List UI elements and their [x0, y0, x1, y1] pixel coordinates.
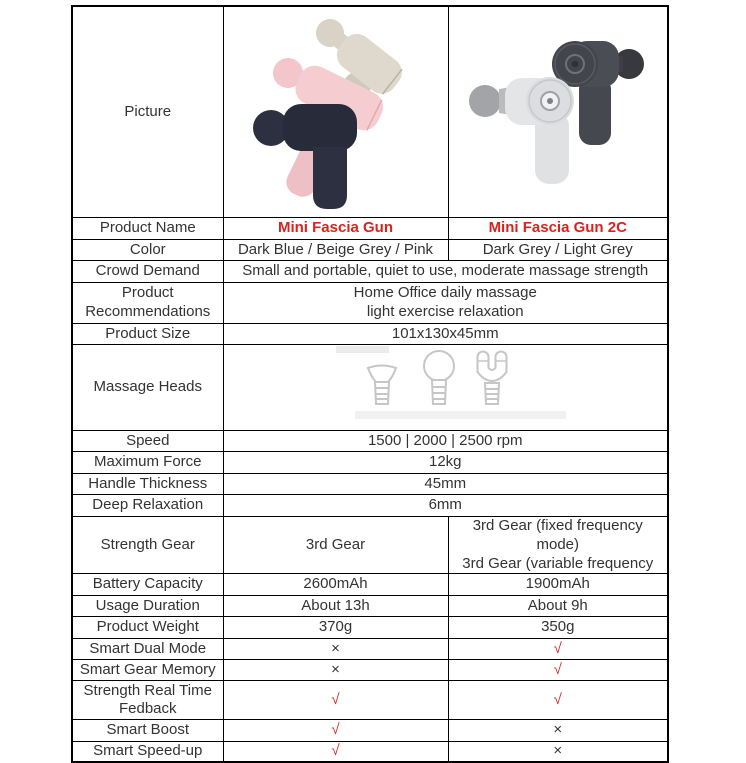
product-size-label: Product Size [72, 324, 223, 345]
massage-heads-icons [226, 345, 669, 430]
recommendations-label-line1: Product [121, 284, 174, 302]
product-size-value: 101x130x45mm [223, 324, 668, 345]
massage-heads-icons-cell [223, 345, 668, 431]
recommendations-value [223, 283, 668, 324]
battery-capacity-label: Battery Capacity [72, 574, 223, 596]
table-row-recommendations [72, 283, 668, 324]
usage-duration-value-1: About 13h [223, 596, 448, 617]
color-label: Color [72, 240, 223, 261]
mini-fascia-gun-product-image [226, 7, 446, 217]
table-row-strength-gear [72, 517, 668, 574]
strength-gear-value-2-line2: 3rd Gear (variable frequency [462, 554, 654, 572]
ball-head-icon [424, 351, 454, 404]
product-name-2: Mini Fascia Gun 2C [448, 218, 668, 240]
mini-fascia-gun-picture-cell [223, 6, 448, 218]
smart-speed-up-label: Smart Speed-up [72, 742, 223, 762]
massage-gun-trio-illustration [226, 7, 447, 217]
strength-feedback-mark-2: √ [448, 681, 668, 720]
picture-label: Picture [72, 6, 223, 218]
flat-head-icon [368, 366, 396, 405]
icon-shadow-strip [336, 346, 389, 353]
color-value-2: Dark Grey / Light Grey [448, 240, 668, 261]
table-row-speed [72, 431, 668, 452]
product-weight-value-2: 350g [448, 617, 668, 639]
table-row-product-size [72, 324, 668, 345]
deep-relaxation-value: 6mm [223, 495, 668, 517]
product-name-1: Mini Fascia Gun [223, 218, 448, 240]
mini-fascia-gun-2c-product-image [451, 7, 666, 217]
usage-duration-label: Usage Duration [72, 596, 223, 617]
massage-gun-duo-illustration [451, 7, 667, 217]
table-row-usage-duration [72, 596, 668, 617]
table-row-color [72, 240, 668, 261]
fork-head-icon [477, 357, 507, 404]
maximum-force-value: 12kg [223, 452, 668, 474]
crowd-demand-label: Crowd Demand [72, 261, 223, 283]
table-row-picture [72, 6, 668, 218]
speed-label: Speed [72, 431, 223, 452]
smart-dual-mode-label: Smart Dual Mode [72, 639, 223, 660]
recommendations-label-line2: Recommendations [85, 303, 211, 320]
product-weight-value-1: 370g [223, 617, 448, 639]
strength-feedback-label-line2: Fedback [118, 700, 177, 718]
table-row-product-weight [72, 617, 668, 639]
table-row-strength-real-time-feedback [72, 681, 668, 720]
smart-boost-label: Smart Boost [72, 720, 223, 742]
smart-dual-mode-mark-1: × [223, 639, 448, 660]
table-row-smart-speed-up [72, 742, 668, 762]
strength-gear-value-2-line1: 3rd Gear (fixed frequency mode) [472, 517, 643, 553]
handle-thickness-value: 45mm [223, 474, 668, 495]
table-row-maximum-force [72, 452, 668, 474]
recommendations-label [72, 283, 223, 324]
color-value-1: Dark Blue / Beige Grey / Pink [223, 240, 448, 261]
table-row-battery-capacity [72, 574, 668, 596]
massage-heads-label: Massage Heads [72, 345, 223, 431]
product-name-label: Product Name [72, 218, 223, 240]
table-row-product-name [72, 218, 668, 240]
smart-gear-memory-mark-2: √ [448, 660, 668, 681]
maximum-force-label: Maximum Force [72, 452, 223, 474]
table-row-smart-boost [72, 720, 668, 742]
smart-boost-mark-2: × [448, 720, 668, 742]
recommendations-value-line2: light exercise relaxation [366, 303, 524, 320]
smart-speed-up-mark-2: × [448, 742, 668, 762]
speed-value: 1500 | 2000 | 2500 rpm [223, 431, 668, 452]
strength-feedback-label-line1: Strength Real Time [83, 681, 212, 699]
crowd-demand-value: Small and portable, quiet to use, moderate massage strength [223, 261, 668, 283]
mini-fascia-gun-2c-picture-cell [448, 6, 668, 218]
table-row-smart-gear-memory [72, 660, 668, 681]
strength-gear-label: Strength Gear [72, 517, 223, 574]
smart-speed-up-mark-1: √ [223, 742, 448, 762]
table-row-deep-relaxation [72, 495, 668, 517]
battery-capacity-value-2: 1900mAh [448, 574, 668, 596]
product-comparison-table [71, 5, 669, 763]
strength-feedback-label [72, 681, 223, 720]
product-weight-label: Product Weight [72, 617, 223, 639]
recommendations-value-line1: Home Office daily massage [353, 284, 537, 302]
smart-boost-mark-1: √ [223, 720, 448, 742]
table-row-massage-heads [72, 345, 668, 431]
strength-gear-value-1: 3rd Gear [223, 517, 448, 574]
deep-relaxation-label: Deep Relaxation [72, 495, 223, 517]
table-row-crowd-demand [72, 261, 668, 283]
smart-gear-memory-mark-1: × [223, 660, 448, 681]
table-row-smart-dual-mode [72, 639, 668, 660]
strength-gear-value-2 [448, 517, 668, 574]
icon-shadow-strip [355, 411, 566, 419]
table-row-handle-thickness [72, 474, 668, 495]
smart-gear-memory-label: Smart Gear Memory [72, 660, 223, 681]
usage-duration-value-2: About 9h [448, 596, 668, 617]
handle-thickness-label: Handle Thickness [72, 474, 223, 495]
battery-capacity-value-1: 2600mAh [223, 574, 448, 596]
smart-dual-mode-mark-2: √ [448, 639, 668, 660]
strength-feedback-mark-1: √ [223, 681, 448, 720]
